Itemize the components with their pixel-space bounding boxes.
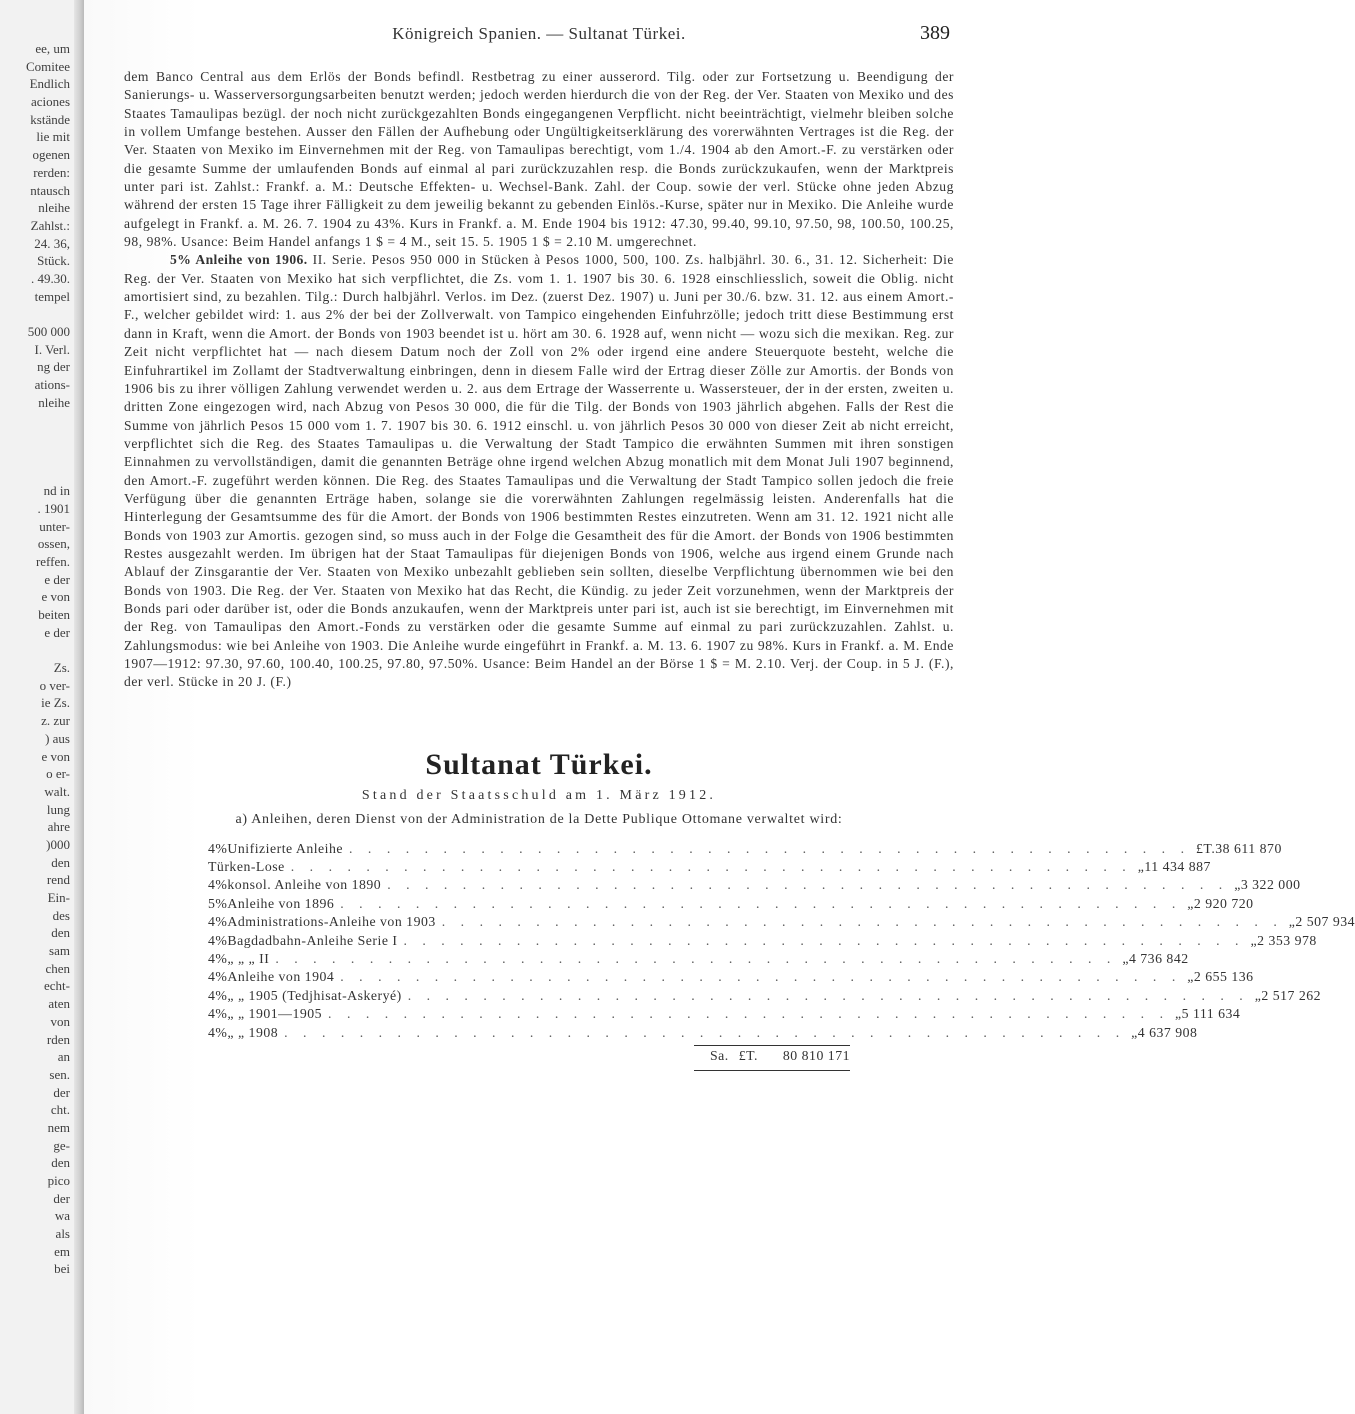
- debt-currency: „: [1175, 1006, 1182, 1022]
- debt-name: konsol. Anleihe von 1890: [227, 877, 382, 893]
- left-fragment-line: wa: [54, 1208, 70, 1224]
- left-fragment-line: em: [54, 1243, 70, 1259]
- left-fragment-line: rend: [46, 872, 70, 888]
- left-fragment-line: rerden:: [33, 164, 70, 180]
- debt-name: „ „ 1905 (Tedjhisat-Askeryé): [227, 987, 402, 1003]
- left-fragment-line: [0, 429, 70, 447]
- leader-dots: . . . . . . . . . . . . . . . . . . . . . . . . . . . . . . . . . . . . . . . . . . . . .: [387, 877, 1229, 893]
- debt-rows: [208, 840, 1355, 1043]
- debt-amount: 38 611 870: [1215, 840, 1282, 856]
- sum-amount: 80 810 171: [782, 1047, 850, 1063]
- left-fragment-line: den: [51, 925, 70, 941]
- debt-currency: „: [1187, 969, 1194, 985]
- debt-row: [208, 914, 1355, 932]
- debt-currency: „: [1137, 859, 1145, 875]
- debt-name: Unifizierte Anleihe: [227, 840, 344, 856]
- debt-row: [208, 895, 1254, 914]
- leader-dots: . . . . . . . . . . . . . . . . . . . . . . . . . . . . . . . . . . . . . . . . . . . . .: [275, 951, 1117, 967]
- debt-currency: £T.: [1196, 840, 1216, 856]
- left-fragment-line: )000: [46, 836, 70, 852]
- left-fragment-line: [0, 641, 70, 659]
- debt-percent: 4%: [208, 1024, 228, 1040]
- left-fragment-line: z. zur: [41, 713, 70, 729]
- left-fragment-line: lie mit: [36, 129, 70, 145]
- left-fragment-line: bei: [54, 1261, 70, 1277]
- left-fragment-line: als: [55, 1226, 70, 1242]
- debt-currency: „: [1254, 987, 1262, 1003]
- right-page: [124, 20, 1355, 1400]
- debt-currency: „: [1187, 895, 1194, 911]
- debt-row: [208, 969, 1254, 987]
- leader-dots: . . . . . . . . . . . . . . . . . . . . . . . . . . . . . . . . . . . . . . . . . . . . .: [340, 895, 1182, 911]
- paragraph-anleihe-1903-cont: dem Banco Central aus dem Erlös der Bonds befindl. Restbetrag zu einer ausserord. Tilg. oder zur Fortsetzung u. Beendigung der Sanierungs- u. Wasserversorgungsarbeiten benutzt werden; jedoch werden hierdurch die von der Reg. der Ver. Staaten von Mexiko und des Staates Tamaulipas bezügl. der noch nicht zurückgezahlten Bonds eingegangenen Verpflicht. nicht beeinträchtigt, vielmehr bleiben solche in vollem Umfange bestehen. Ausser den Fällen der Aufhebung oder Ungültigkeitserklärung des vorerwähnten Vertrages ist die Reg. der Ver. Staaten von Mexiko im Einvernehmen mit der Reg. von Tamaulipas berechtigt, vom 1./4. 1904 ab den Amort.-F. zu verstärken oder die gesamte Summe der umlaufenden Bonds auf einmal al pari zurückzuzahlen resp. die Bonds zurückzukaufen, wenn der Marktpreis unter pari ist. Zahlst.: Frankf. a. M.: Deutsche Effekten- u. Wechsel-Bank. Zahl. der Coup. sowie der verl. Stücke ohne jeden Abzug während der ersten 15 Tage ihrer Fälligkeit zu dem jeweilig bekannt zu gebenden Einlös.-Kurse, später nur in Mexiko. Die Anleihe wurde aufgelegt in Frankf. a. M. 26. 7. 1904 zu 43%. Kurs in Frankf. a. M. Ende 1904 bis 1912: 47.30, 99.40, 99.10, 97.50, 98, 100.50, 100.25, 98, 98%. Usance: Beim Handel anfangs 1 $ = 4 M., seit 15. 5. 1905 1 $ = 2.10 M. umgerechnet.: [124, 69, 954, 250]
- left-fragment-line: ) aus: [45, 730, 70, 746]
- section-subtitle: Stand der Staatsschuld am 1. März 1912.: [361, 787, 717, 803]
- left-fragment-line: e der: [44, 571, 70, 587]
- debt-row: [208, 840, 1282, 859]
- leader-dots: . . . . . . . . . . . . . . . . . . . . . . . . . . . . . . . . . . . . . . . . . . . . .: [340, 969, 1182, 985]
- left-fragment-line: nleihe: [38, 200, 70, 216]
- left-fragment-line: . 1901: [37, 500, 70, 516]
- section-title: Sultanat Türkei.: [425, 747, 653, 781]
- left-fragment-line: unter-: [39, 518, 70, 534]
- left-fragment-line: 500 000: [27, 324, 70, 339]
- left-fragment-line: von: [50, 1013, 70, 1029]
- section-intro: a) Anleihen, deren Dienst von der Administration de la Dette Publique Ottomane verwaltet wird:: [235, 811, 843, 827]
- left-fragment-line: o ver-: [39, 677, 70, 693]
- left-fragment-line: Endlich: [29, 76, 70, 92]
- left-fragment-line: Comitee: [25, 58, 70, 74]
- left-fragment-line: [0, 411, 70, 429]
- debt-percent: 4%: [208, 914, 228, 930]
- left-fragment-line: den: [51, 854, 70, 870]
- debt-currency: „: [1131, 1024, 1138, 1040]
- debt-name: Anleihe von 1896: [227, 895, 335, 911]
- left-fragment-line: nem: [47, 1119, 70, 1135]
- debt-name: „ „ 1901—1905: [227, 1006, 323, 1022]
- book-spine: [74, 0, 84, 1414]
- debt-name: „ „ 1908: [227, 1024, 279, 1040]
- debt-row: [208, 987, 1322, 1006]
- paragraph-anleihe-1906: [124, 251, 954, 691]
- left-fragment-line: e von: [41, 748, 70, 764]
- left-fragment-line: Zahlst.:: [30, 217, 70, 233]
- left-fragment-line: ntausch: [30, 182, 70, 198]
- left-fragment-line: ee, um: [35, 41, 70, 56]
- left-fragment-line: e der: [44, 624, 70, 640]
- debt-currency: „: [1250, 932, 1258, 948]
- debt-percent: 4%: [208, 987, 228, 1003]
- debt-row: [208, 877, 1301, 895]
- debt-percent: 4%: [208, 1006, 228, 1022]
- debt-row: [208, 1024, 1198, 1043]
- running-title: Königreich Spanien. — Sultanat Türkei.: [392, 24, 686, 43]
- debt-amount: 2 920 720: [1193, 895, 1254, 911]
- debt-name: Türken-Lose: [208, 859, 285, 875]
- running-header: [124, 20, 954, 56]
- leader-dots: . . . . . . . . . . . . . . . . . . . . . . . . . . . . . . . . . . . . . . . . . . . . .: [407, 987, 1249, 1003]
- debt-amount: 4 637 908: [1137, 1024, 1198, 1040]
- left-fragment-line: [0, 447, 70, 465]
- left-fragment-line: I. Verl.: [34, 341, 70, 357]
- paragraph-text: II. Serie. Pesos 950 000 in Stücken à Pesos 1000, 500, 100. Zs. halbjährl. 30. 6., 31. 12. Sicherheit: Die Reg. der Ver. Staaten von Mexiko hat sich verpflichtet, die Zs. vom 1. 1. 1907 bis 30. 6. 1928 einschliesslich, soweit die Oblig. nicht amortisiert sind, zu bezahlen. Tilg.: Durch halbjährl. Verlos. im Dez. (zuerst Dez. 1907) u. Juni per 30./6. bzw. 31. 12. aus einem Amort.-F., welcher gebildet wird: 1. aus 2% der bei der Zollverwalt. von Tampico eingehenden Einfuhrzölle; jedoch tritt diese Bestimmung erst dann in Kraft, wenn die Amort. der Bonds von 1903 beendet ist u. hört am 30. 6. 1928 auf, wenn nicht — wozu sich die mexikan. Reg. zur Zeit nicht verpflichtet hat — nach diesem Datum noch der Zoll von 2% oder irgend eine andere Steuerquote besteht, welche die Einfuhrartikel im Zollamt der Stadtverwaltung einbringen, denn in diesem Falle wird der Ertrag dieser Zölle zur Amortis. der Bonds von 1906 bis zu ihrer völligen Zahlung verwendet werden u. 2. aus dem Ertrage der Wasserrente u. Wassersteuer, der in der ersten, zweiten u. dritten Zone eingezogen wird, nach Abzug von Pesos 30 000, die für die Tilg. der Bonds von 1903 jährlich abgehen. Falls der Rest die Summe von jährlich Pesos 15 000 vom 1. 7. 1907 bis 30. 6. 1912 einschl. u. von jährlich Pesos 30 000 von dieser Zeit ab nicht erreicht, verpflichtet sich die Reg. des Staates Tamaulipas u. die Verwaltung der Stadt Tampico die erwähnten Summen mit ihren sonstigen Einnahmen zu vervollständigen, damit die genannten Beträge ohne irgend welchen Abzug monatlich mit dem Monat Juli 1907 beginnend, den Amort.-F. zugeführt werden können. Die Reg. des Staates Tamaulipas und die Verwaltung der Stadt Tampico sollen jedoch die freie Verfügung über die genannten Erträge haben, solange sie die vorerwähnten Zahlungen regelmässig leisten. Anderenfalls hat die Hinterlegung der Gesamtsumme des für die Amort. der Bonds von 1906 bestimmten Restes einzutreten. Wenn am 31. 12. 1921 nicht alle Bonds von 1903 zur Amortis. gezogen sind, so muss auch in der Folge die Gesamtheit des für die Amort. der Bonds von 1906 bestimmten Restes ausgezahlt werden. Im übrigen hat der Staat Tamaulipas für diejenigen Bonds von 1906, welche aus irgend einem Grunde nach Ablauf der Zinsgarantie der Ver. Staaten von Mexiko unbezahlt geblieben sein sollten, dieselbe Verpflichtung übernommen wie bei den Bonds von 1903. Die Reg. der Ver. Staaten von Mexiko hat das Recht, die Kündig. zu jeder Zeit vorzunehmen, wenn der Marktpreis der Bonds pari oder darüber ist, oder die Bonds anzukaufen, wenn der Marktpreis unter pari ist, auch ist sie berechtigt, im Einvernehmen mit der Reg. von Tamaulipas den Amort.-Fonds zu verstärken oder die gesamte Summe auf einmal zu pari zurückzuzahlen. Zahlst. u. Zahlungsmodus: wie bei Anleihe von 1903. Die Anleihe wurde eingeführt in Frankf. a. M. 13. 6. 1907 zu 98%. Kurs in Frankf. a. M. Ende 1907—1912: 97.30, 97.60, 100.40, 100.25, 97.80, 97.50%. Usance: Beim Handel an der Börse 1 $ = M. 2.10. Verj. der Coup. in 5 J. (F.), der verl. Stücke in 20 J. (F.): [124, 252, 955, 690]
- page-number: 389: [920, 22, 950, 44]
- sum-rule-bottom: [694, 1070, 850, 1071]
- left-fragment-line: reffen.: [35, 553, 70, 569]
- debt-amount: 11 434 887: [1144, 859, 1211, 875]
- debt-row: [208, 951, 1189, 969]
- paragraph-heading: 5% Anleihe von 1906.: [170, 252, 308, 268]
- debt-percent: 4%: [208, 969, 228, 985]
- debt-amount: 3 322 000: [1240, 877, 1301, 893]
- left-fragment-line: ossen,: [37, 536, 70, 552]
- left-fragment-line: walt.: [44, 783, 70, 799]
- left-fragment-line: Stück.: [37, 253, 70, 269]
- debt-amount: 2 353 978: [1257, 932, 1317, 948]
- left-fragment-line: 24. 36,: [34, 235, 70, 251]
- left-fragment-line: aciones: [31, 94, 70, 110]
- debt-percent: 4%: [208, 877, 228, 893]
- left-fragment-line: tempel: [34, 288, 70, 304]
- left-fragment-line: Ein-: [47, 890, 70, 905]
- left-fragment-line: e von: [41, 589, 70, 605]
- sum-row: [208, 1046, 850, 1070]
- left-page-fragment: [0, 0, 84, 1414]
- left-fragment-line: ogenen: [32, 147, 70, 163]
- debt-name: Anleihe von 1904: [227, 969, 335, 985]
- left-fragment-line: ng der: [37, 359, 70, 375]
- leader-dots: . . . . . . . . . . . . . . . . . . . . . . . . . . . . . . . . . . . . . . . . . . . . .: [328, 1006, 1170, 1022]
- debt-name: Administrations-Anleihe von 1903: [227, 914, 436, 930]
- sum-currency: £T.: [738, 1047, 758, 1063]
- left-fragment-line: lung: [46, 801, 70, 817]
- leader-dots: . . . . . . . . . . . . . . . . . . . . . . . . . . . . . . . . . . . . . . . . . . . . .: [284, 1024, 1126, 1040]
- left-fragment-line: [0, 305, 70, 323]
- left-fragment-line: o er-: [46, 766, 70, 782]
- left-fragment-line: ahre: [47, 819, 70, 835]
- left-fragment-line: cht.: [50, 1102, 70, 1118]
- left-page-text: [0, 40, 70, 1278]
- debt-currency: „: [1234, 877, 1241, 893]
- left-fragment-line: an: [57, 1049, 70, 1065]
- leader-dots: . . . . . . . . . . . . . . . . . . . . . . . . . . . . . . . . . . . . . . . . . . . . .: [403, 932, 1245, 948]
- left-fragment-line: echt-: [44, 978, 70, 994]
- left-fragment-line: chen: [45, 960, 70, 976]
- left-fragment-line: nd in: [43, 483, 70, 499]
- left-fragment-line: ge-: [53, 1137, 70, 1153]
- leader-dots: . . . . . . . . . . . . . . . . . . . . . . . . . . . . . . . . . . . . . . . . . . . . .: [441, 914, 1283, 930]
- debt-name: Bagdadbahn-Anleihe Serie I: [227, 932, 398, 948]
- debt-row: [208, 932, 1317, 951]
- body-text: [124, 68, 954, 692]
- left-fragment-line: der: [53, 1084, 70, 1100]
- left-fragment-line: beiten: [38, 607, 70, 622]
- debt-row: [208, 859, 1211, 877]
- left-fragment-line: ations-: [34, 377, 70, 393]
- debt-name: „ „ „ II: [227, 951, 270, 967]
- left-fragment-line: nleihe: [38, 394, 70, 410]
- debt-amount: 5 111 634: [1181, 1006, 1241, 1022]
- debt-amount: 2 517 262: [1261, 987, 1322, 1003]
- debt-percent: 5%: [208, 895, 228, 911]
- left-fragment-line: pico: [47, 1173, 70, 1188]
- left-fragment-line: Zs.: [53, 660, 70, 676]
- left-fragment-line: aten: [48, 996, 70, 1012]
- left-fragment-line: sam: [49, 943, 70, 959]
- debt-percent: 4%: [208, 951, 228, 967]
- debt-amount: 4 736 842: [1128, 951, 1189, 967]
- left-fragment-line: . 49.30.: [31, 270, 70, 286]
- debt-currency: „: [1288, 914, 1296, 930]
- leader-dots: . . . . . . . . . . . . . . . . . . . . . . . . . . . . . . . . . . . . . . . . . . . . .: [349, 840, 1191, 856]
- left-fragment-line: der: [53, 1190, 70, 1206]
- debt-percent: 4%: [208, 840, 228, 856]
- debt-percent: 4%: [208, 932, 228, 948]
- debt-row: [208, 1006, 1241, 1024]
- left-fragment-line: sen.: [49, 1066, 70, 1082]
- debt-amount: 2 507 934: [1295, 914, 1355, 930]
- left-fragment-line: kstände: [30, 111, 70, 127]
- debt-currency: „: [1122, 951, 1129, 967]
- left-fragment-line: den: [51, 1155, 70, 1171]
- left-fragment-line: rden: [46, 1031, 70, 1047]
- sum-label: Sa.: [709, 1047, 729, 1063]
- debt-table: [208, 840, 1355, 1071]
- left-fragment-line: des: [52, 907, 70, 923]
- leader-dots: . . . . . . . . . . . . . . . . . . . . . . . . . . . . . . . . . . . . . . . . . . . . .: [290, 859, 1132, 875]
- left-fragment-line: ie Zs.: [41, 695, 70, 711]
- left-fragment-line: [0, 465, 70, 483]
- debt-amount: 2 655 136: [1193, 969, 1254, 985]
